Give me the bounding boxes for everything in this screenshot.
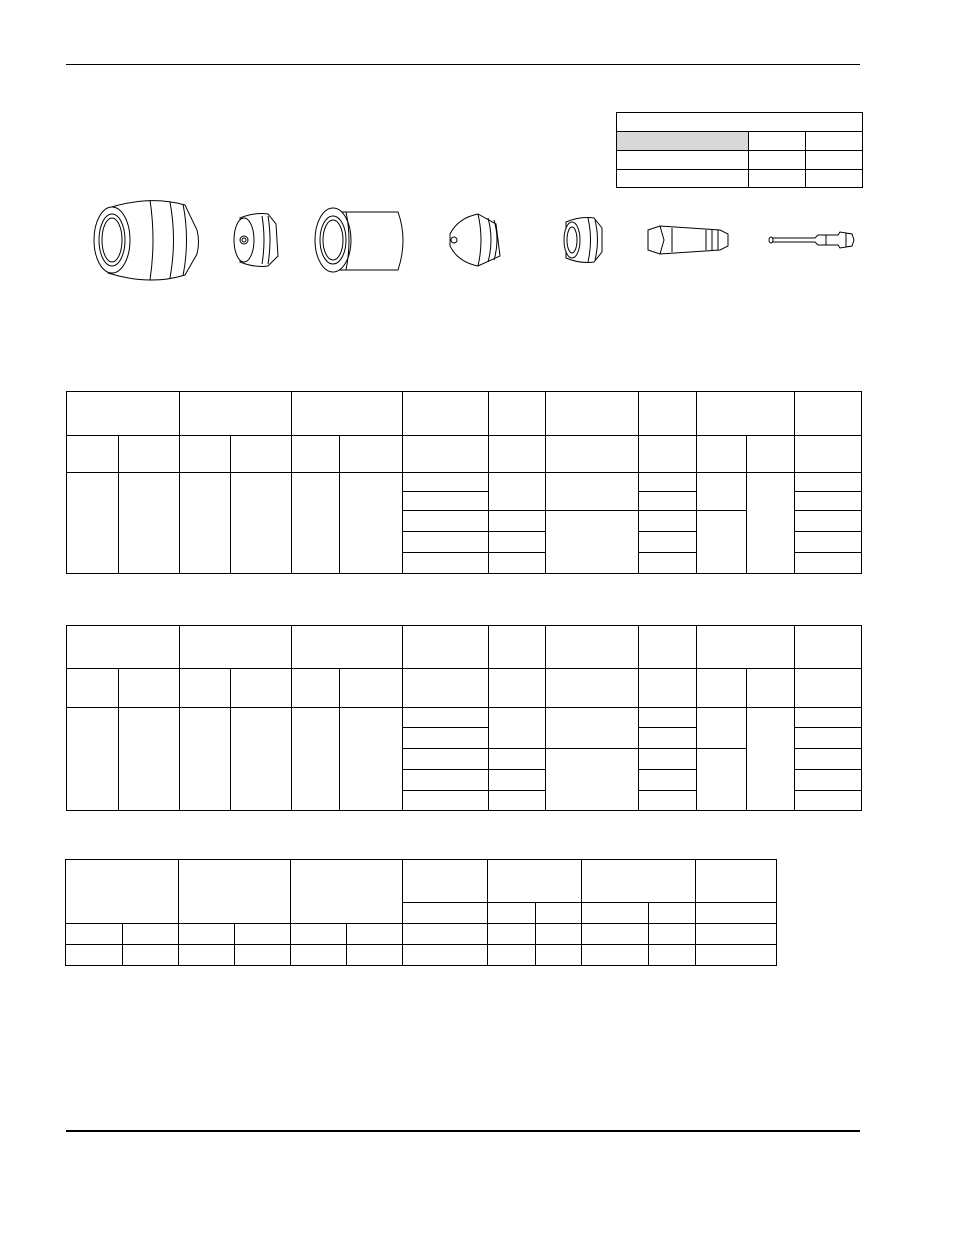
table-cell: [489, 511, 546, 532]
table-cell: [617, 170, 749, 188]
table-cell: [649, 924, 696, 945]
table-cell: [489, 669, 546, 708]
table-cell: [489, 436, 546, 473]
table-cell: [546, 436, 639, 473]
table-cell: [488, 945, 536, 966]
consumables-figure: [0, 190, 954, 290]
table-cell: [488, 903, 536, 924]
table-cell: [489, 473, 546, 511]
specifications-table-2: [66, 625, 862, 811]
table-cell: [747, 436, 795, 473]
table-cell: [340, 669, 403, 708]
table-cell: [403, 945, 488, 966]
table-cell: [546, 669, 639, 708]
table-cell: [795, 532, 862, 553]
table-cell: [292, 708, 340, 811]
table-cell: [639, 511, 697, 532]
table-cell: [180, 669, 231, 708]
table-cell: [340, 436, 403, 473]
table-cell: [697, 749, 747, 811]
table-cell: [231, 436, 292, 473]
table-cell: [488, 860, 582, 903]
table-cell: [697, 392, 795, 436]
shield-cap-icon: [234, 214, 278, 267]
table-cell: [795, 511, 862, 532]
table-cell: [340, 473, 403, 574]
table-cell: [119, 708, 180, 811]
table-cell: [67, 708, 119, 811]
table-cell: [292, 626, 403, 669]
table-cell: [403, 860, 488, 903]
table-cell: [66, 945, 123, 966]
table-cell: [180, 708, 231, 811]
table-cell: [639, 553, 697, 574]
table-cell: [403, 492, 489, 511]
table-cell: [179, 924, 235, 945]
table-cell: [639, 626, 697, 669]
table-cell: [639, 492, 697, 511]
table-cell: [536, 924, 582, 945]
table-cell: [546, 392, 639, 436]
table-cell: [697, 669, 747, 708]
table-cell: [123, 945, 179, 966]
table-cell: [489, 532, 546, 553]
table-cell: [489, 749, 546, 770]
table-cell: [697, 708, 747, 749]
table-cell: [403, 511, 489, 532]
table-cell: [617, 151, 749, 170]
water-tube-icon: [769, 232, 854, 248]
table-cell: [696, 945, 777, 966]
table-cell: [119, 473, 180, 574]
table-cell: [347, 945, 403, 966]
table-cell: [180, 436, 231, 473]
table-cell: [119, 669, 180, 708]
nozzle-icon: [450, 214, 500, 266]
table-cell: [67, 669, 119, 708]
table-cell: [235, 924, 291, 945]
table-cell: [582, 903, 649, 924]
table-cell: [179, 945, 235, 966]
table-cell: [340, 708, 403, 811]
electrode-icon: [648, 226, 728, 254]
table-cell: [639, 791, 697, 811]
specifications-table-3: [65, 859, 777, 966]
table-cell: [180, 392, 292, 436]
table-cell: [403, 473, 489, 492]
table-cell: [806, 151, 863, 170]
table-cell: [639, 708, 697, 728]
table-cell: [795, 669, 862, 708]
table-cell: [582, 945, 649, 966]
table-cell: [489, 770, 546, 791]
table-cell: [536, 903, 582, 924]
table-cell: [795, 473, 862, 492]
specifications-table-1: [66, 391, 862, 574]
table-cell: [795, 436, 862, 473]
table-cell: [291, 924, 347, 945]
table-cell: [403, 669, 489, 708]
table-cell: [235, 945, 291, 966]
table-cell: [639, 436, 697, 473]
table-cell: [231, 708, 292, 811]
table-cell: [403, 392, 489, 436]
table-cell: [546, 626, 639, 669]
table-cell: [66, 924, 123, 945]
table-cell: [546, 708, 639, 749]
table-cell: [179, 860, 291, 924]
table-cell: [639, 749, 697, 770]
table-cell: [291, 860, 403, 924]
table-cell: [639, 728, 697, 749]
table-cell: [795, 770, 862, 791]
table-cell: [489, 708, 546, 749]
table-cell: [747, 708, 795, 811]
header-rule: [66, 64, 860, 65]
table-cell: [403, 728, 489, 749]
table-cell: [180, 626, 292, 669]
table-cell: [231, 669, 292, 708]
table-cell: [489, 392, 546, 436]
table-cell: [231, 473, 292, 574]
table-cell: [67, 626, 180, 669]
table-cell: [489, 553, 546, 574]
table-cell: [697, 473, 747, 511]
table-cell: [795, 708, 862, 728]
table-cell: [403, 436, 489, 473]
table-cell: [403, 791, 489, 811]
table-cell: [639, 532, 697, 553]
table-cell: [696, 924, 777, 945]
table-cell: [795, 553, 862, 574]
reference-table: [616, 112, 863, 188]
table-cell: [546, 749, 639, 811]
table-cell: [403, 924, 488, 945]
table-cell: [795, 392, 862, 436]
table-cell: [536, 945, 582, 966]
table-cell: [806, 132, 863, 151]
table-cell: [123, 924, 179, 945]
table-cell: [649, 903, 696, 924]
table-cell: [347, 924, 403, 945]
table-cell: [639, 473, 697, 492]
table-cell: [795, 492, 862, 511]
table-cell: [639, 392, 697, 436]
table-cell: [403, 708, 489, 728]
table-cell: [67, 392, 180, 436]
table-cell: [67, 473, 119, 574]
table-cell: [67, 436, 119, 473]
table-cell: [697, 626, 795, 669]
table-cell: [489, 626, 546, 669]
table-cell: [291, 945, 347, 966]
table-cell: [639, 770, 697, 791]
table-cell: [292, 436, 340, 473]
table-cell: [806, 170, 863, 188]
table-cell: [66, 860, 179, 924]
table-cell: [696, 903, 777, 924]
table-cell: [639, 669, 697, 708]
table-cell: [403, 553, 489, 574]
table-cell: [697, 511, 747, 574]
reference-table-header: [617, 132, 749, 151]
table-cell: [403, 903, 488, 924]
table-cell: [292, 392, 403, 436]
table-cell: [795, 749, 862, 770]
table-cell: [292, 669, 340, 708]
table-cell: [180, 473, 231, 574]
table-cell: [795, 728, 862, 749]
table-cell: [403, 770, 489, 791]
table-cell: [489, 791, 546, 811]
table-cell: [546, 511, 639, 574]
table-cell: [649, 945, 696, 966]
table-cell: [696, 860, 777, 903]
table-cell: [488, 924, 536, 945]
table-cell: [546, 473, 639, 511]
table-cell: [747, 669, 795, 708]
table-cell: [697, 436, 747, 473]
table-cell: [582, 924, 649, 945]
table-cell: [795, 626, 862, 669]
table-cell: [747, 473, 795, 574]
table-cell: [403, 749, 489, 770]
swirl-ring-icon: [564, 218, 602, 263]
table-cell: [582, 860, 696, 903]
table-cell: [749, 132, 806, 151]
table-cell: [795, 791, 862, 811]
table-cell: [292, 473, 340, 574]
table-cell: [749, 170, 806, 188]
table-cell: [119, 436, 180, 473]
retaining-cap-icon: [315, 208, 403, 272]
table-cell: [403, 626, 489, 669]
shield-icon: [94, 200, 199, 280]
table-cell: [749, 151, 806, 170]
reference-table-title: [617, 113, 863, 132]
footer-rule: [66, 1130, 860, 1132]
table-cell: [403, 532, 489, 553]
